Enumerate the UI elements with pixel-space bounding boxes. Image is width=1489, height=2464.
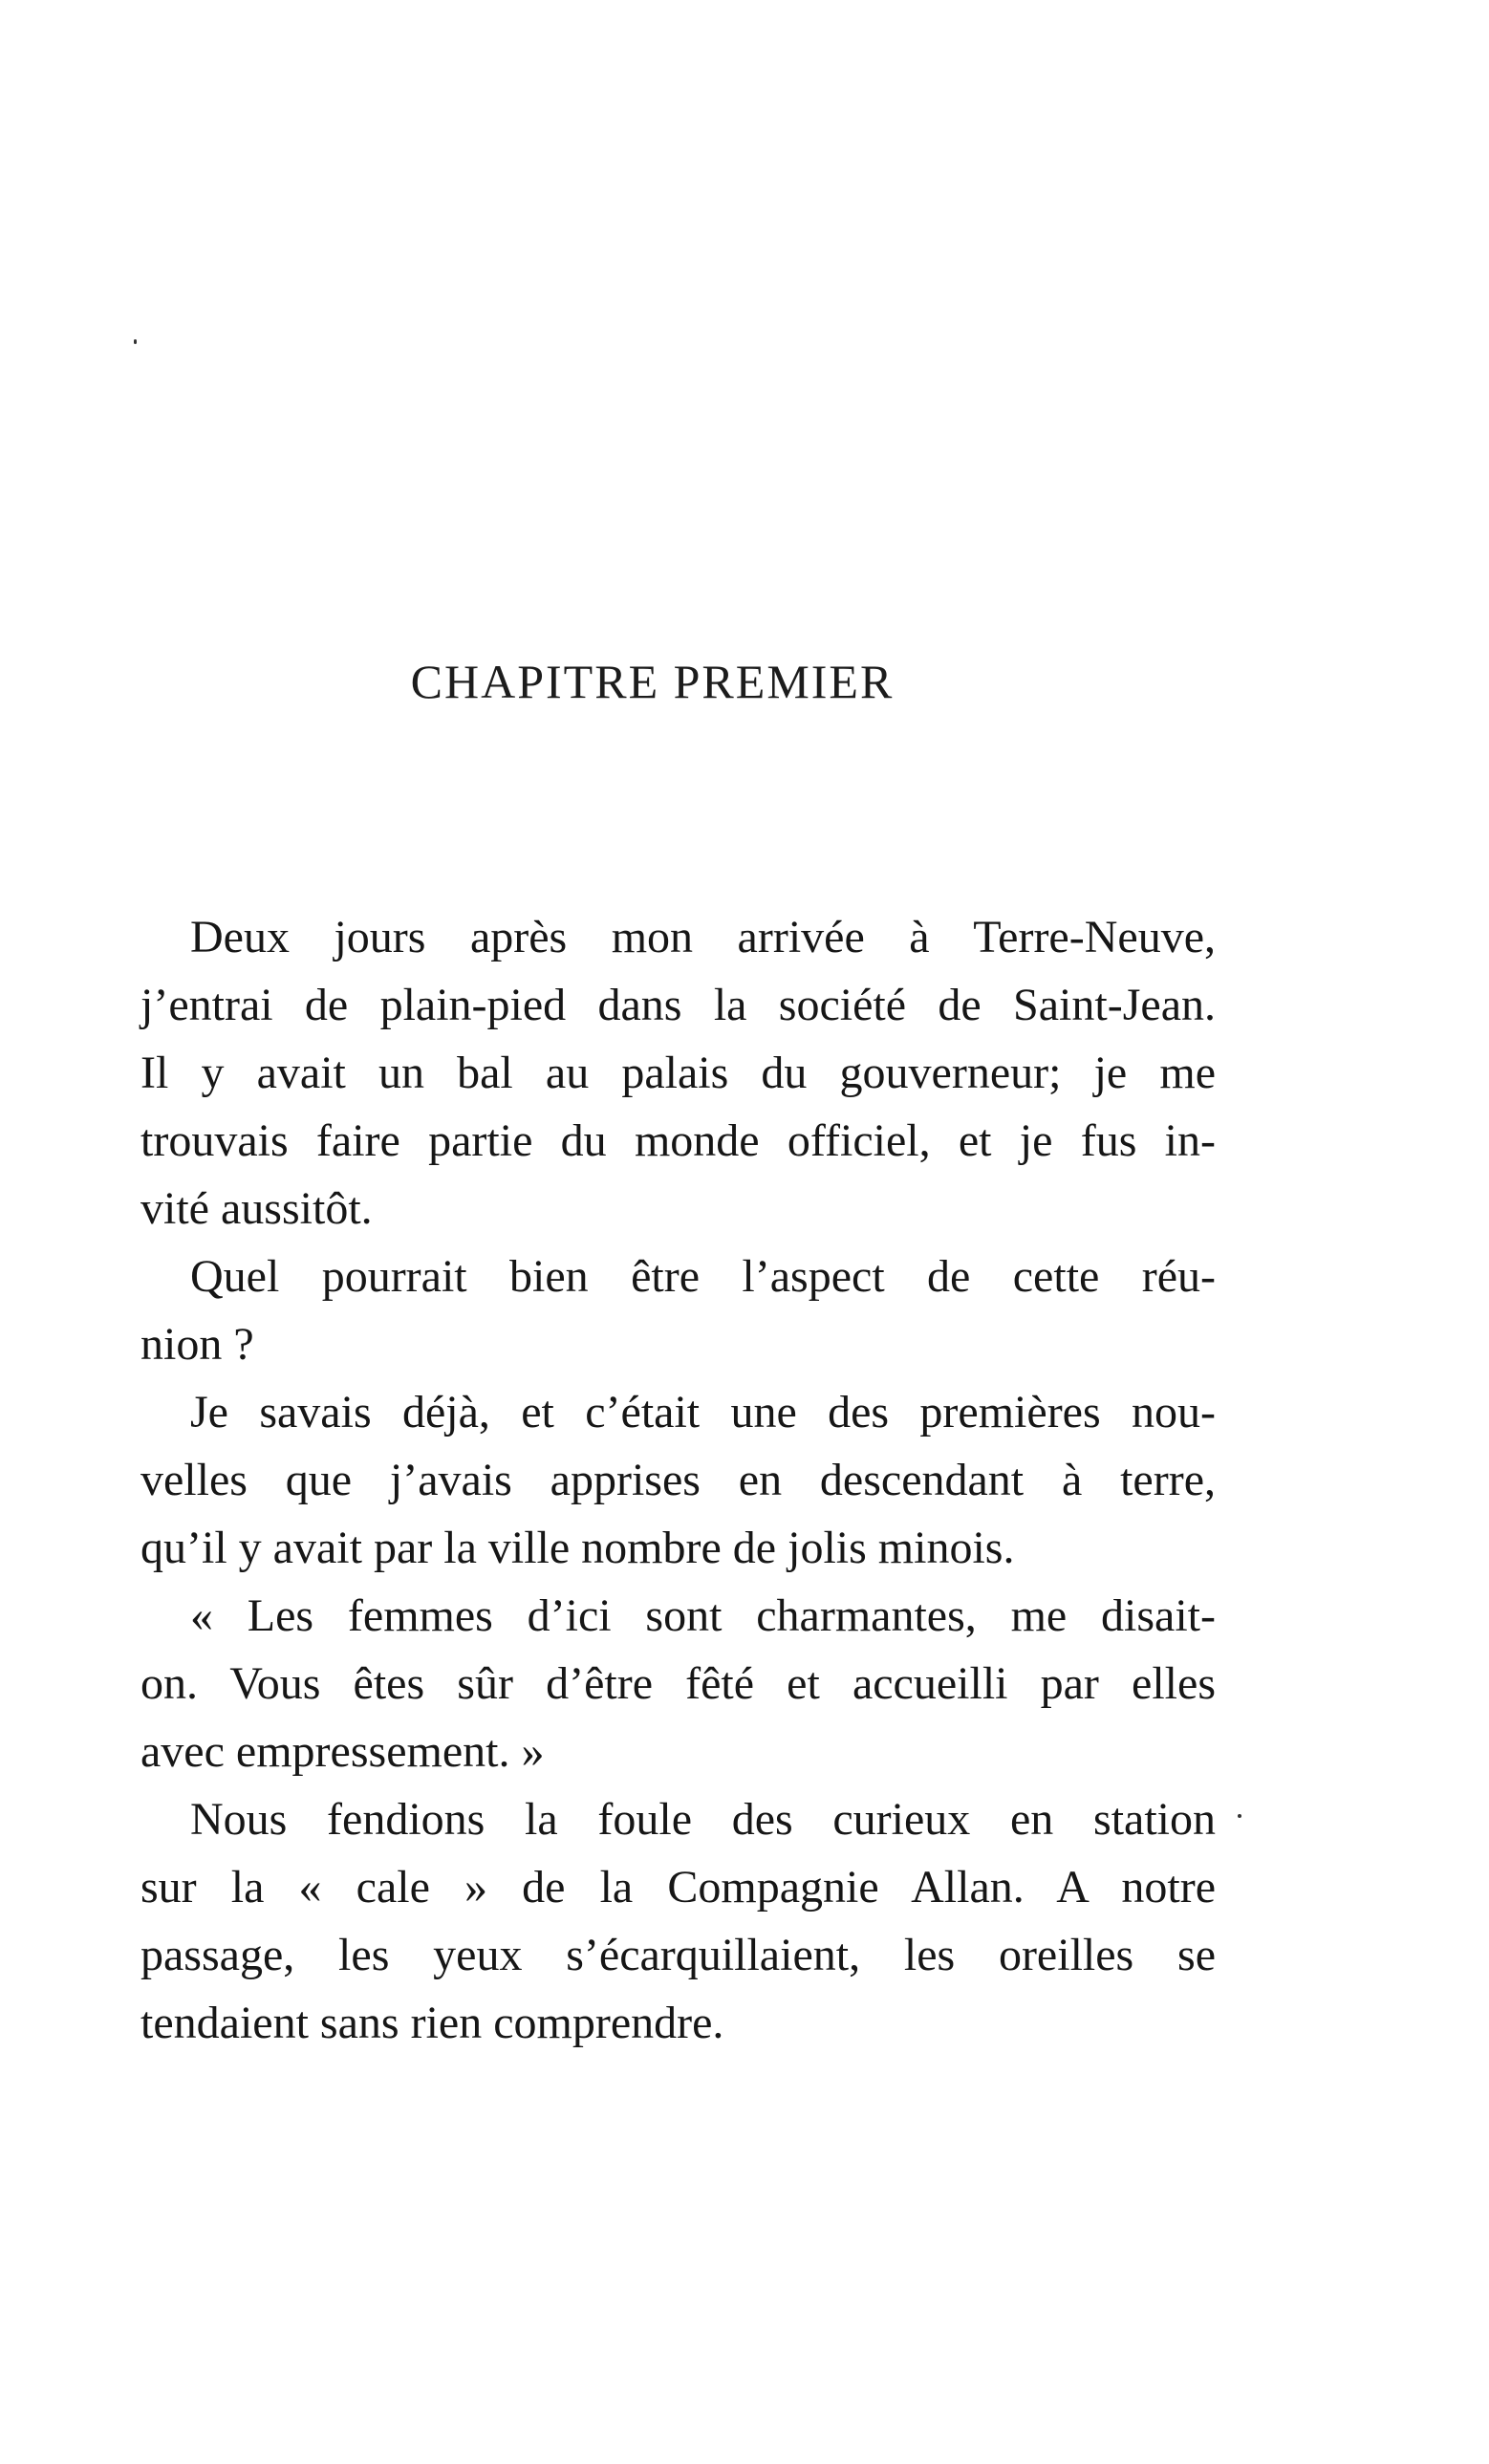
text-line: velles que j’avais apprises en descendant à terre,: [140, 1455, 1216, 1505]
text-line: tendaient sans rien comprendre.: [140, 1998, 724, 2048]
text-line: on. Vous êtes sûr d’être fêté et accueilli par elles: [140, 1658, 1216, 1709]
paragraph: [140, 1785, 1216, 2057]
text-line: Deux jours après mon arrivée à Terre-Neuve,: [190, 912, 1216, 962]
text-line: « Les femmes d’ici sont charmantes, me disait-: [190, 1590, 1216, 1641]
paragraph: [140, 1378, 1216, 1582]
text-line: nion ?: [140, 1319, 254, 1370]
text-line: trouvais faire partie du monde officiel, et je fus in-: [140, 1115, 1216, 1166]
page-speck: [134, 339, 137, 344]
text-line: avec empressement. »: [140, 1726, 545, 1777]
text-line: Il y avait un bal au palais du gouverneur; je me: [140, 1048, 1216, 1098]
text-line: Je savais déjà, et c’était une des premières nou-: [190, 1387, 1216, 1437]
text-line: passage, les yeux s’écarquillaient, les oreilles se: [140, 1930, 1216, 1980]
paragraph: [140, 1582, 1216, 1785]
text-line: j’entrai de plain-pied dans la société de Saint-Jean.: [140, 980, 1216, 1030]
page-speck: [1238, 1814, 1241, 1818]
chapter-title: CHAPITRE PREMIER: [410, 655, 895, 708]
text-line: qu’il y avait par la ville nombre de jolis minois.: [140, 1523, 1015, 1573]
text-line: Nous fendions la foule des curieux en station: [190, 1794, 1216, 1845]
text-line: sur la « cale » de la Compagnie Allan. A notre: [140, 1862, 1216, 1913]
paragraph: [140, 903, 1216, 1243]
text-line: Quel pourrait bien être l’aspect de cette réu-: [190, 1251, 1216, 1302]
paragraph: [140, 1243, 1216, 1378]
chapter-body: [140, 903, 1216, 2057]
text-line: vité aussitôt.: [140, 1183, 373, 1234]
